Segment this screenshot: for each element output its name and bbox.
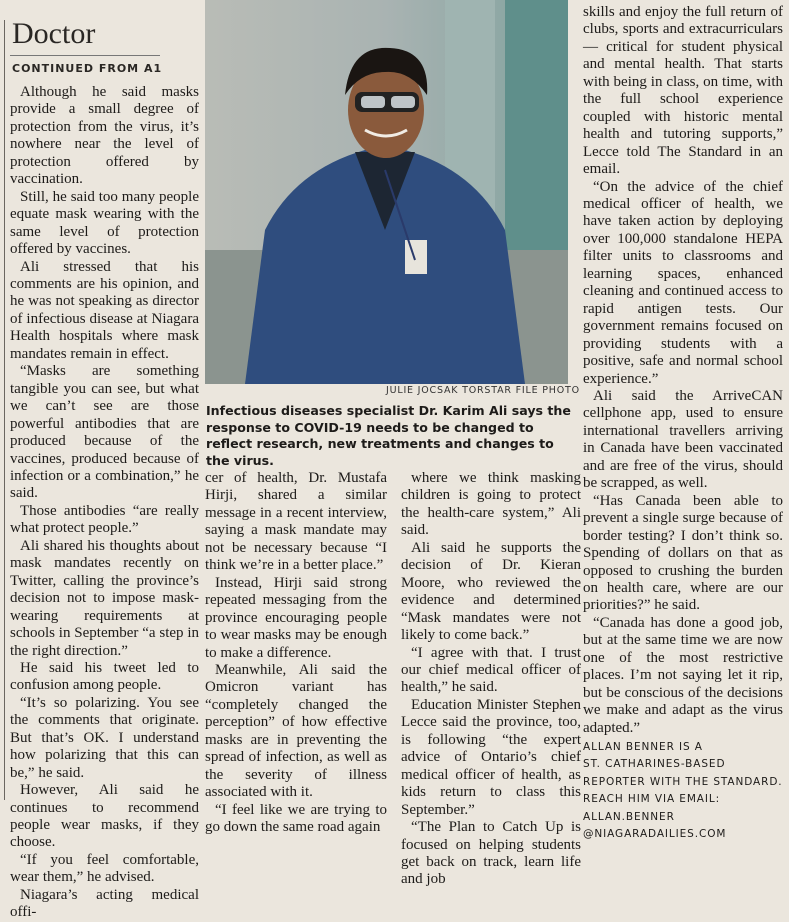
paragraph: cer of health, Dr. Mustafa Hirji, shared a similar message in a recent interview, saying a mask mandate may not be necessary because “I think we’re in a better place.” xyxy=(205,470,387,574)
photo-caption: Infectious diseases specialist Dr. Karim Ali says the response to COVID-19 needs to be changed to reflect research, new treatments and changes to the virus. xyxy=(206,403,571,468)
paragraph: However, Ali said he continues to recommend people wear masks, if they choose. xyxy=(10,782,199,851)
tagline-line: REACH HIM VIA EMAIL: xyxy=(583,793,721,806)
paragraph: Instead, Hirji said strong repeated messaging from the province encouraging people to wear masks may be enough to make a difference. xyxy=(205,574,387,661)
paragraph: Those antibodies “are really what protect people.” xyxy=(10,502,199,537)
paragraph: where we think masking children is going to protect the health-care system,” Ali said. xyxy=(401,470,581,539)
paragraph: He said his tweet led to confusion among people. xyxy=(10,659,199,694)
tagline-line: REPORTER WITH THE STANDARD. xyxy=(583,775,783,788)
headline: Doctor xyxy=(12,17,96,50)
paragraph: Ali said he supports the decision of Dr. Kieran Moore, who reviewed the evidence and determined “Mask mandates were not likely to come back.” xyxy=(401,539,581,644)
article-column-1 xyxy=(10,84,199,922)
paragraph: Education Minister Stephen Lecce said the province, too, is following “the expert advice of Ontario’s chief medical officer of health, as kids return to class this September.” xyxy=(401,696,581,818)
paragraph: Ali stressed that his comments are his opinion, and he was not speaking as director of infectious disease at Niagara Health hospitals where mask mandates remain in effect. xyxy=(10,258,199,362)
paragraph: “It’s so polarizing. You see the comments that originate. But that’s OK. I understand how polarizing that this can be,” he said. xyxy=(10,694,199,781)
headline-rule xyxy=(10,55,160,56)
article-photo xyxy=(205,0,568,384)
article-column-2 xyxy=(205,470,387,837)
article-column-4 xyxy=(583,4,783,843)
article-column-3 xyxy=(401,470,581,889)
paragraph: Although he said masks provide a small degree of protection from the virus, it’s nowhere near the level of protection offered by vaccination. xyxy=(10,84,199,188)
tagline-line: ALLAN BENNER IS A xyxy=(583,741,703,754)
paragraph: Ali shared his thoughts about mask mandates recently on Twitter, calling the province’s decision not to impose mask-wearing requirements at schools in September “a step in the right direction.” xyxy=(10,537,199,659)
continued-from-label: CONTINUED FROM A1 xyxy=(12,62,163,75)
paragraph: Niagara’s acting medical offi- xyxy=(10,886,199,921)
column-rule xyxy=(4,20,5,800)
paragraph: “Masks are something tangible you can see, but what we can’t see are those powerful antibodies that are produced because of the vaccines, produced because of infection or a combination,” he said. xyxy=(10,363,199,502)
paragraph: “The Plan to Catch Up is focused on helping students get back on track, learn life and job xyxy=(401,819,581,888)
paragraph: Ali said the ArriveCAN cellphone app, used to ensure international travellers arriving in Canada have been vaccinated and are free of the virus, should be scrapped, as well. xyxy=(583,387,783,492)
paragraph: “I feel like we are trying to go down the same road again xyxy=(205,801,387,836)
tagline-line: ALLAN.BENNER xyxy=(583,810,675,823)
photo-credit: JULIE JOCSAK TORSTAR FILE PHOTO xyxy=(386,385,580,396)
paragraph: “Has Canada been able to prevent a single surge because of border testing? I don’t think so. Spending of dollars on that as opposed to crushing the burden on health care, where are our priorities?” he said. xyxy=(583,492,783,614)
paragraph: Meanwhile, Ali said the Omicron variant has “completely changed the perception” of how effective masks are in preventing the spread of infection, as well as the severity of illness associated with it. xyxy=(205,661,387,801)
paragraph: “If you feel comfortable, wear them,” he advised. xyxy=(10,851,199,886)
paragraph: Still, he said too many people equate mask wearing with the same level of protection offered by vaccines. xyxy=(10,188,199,258)
author-tagline xyxy=(583,739,783,843)
tagline-line: @NIAGARADAILIES.COM xyxy=(583,828,727,841)
paragraph: “I agree with that. I trust our chief medical officer of health,” he said. xyxy=(401,644,581,696)
paragraph: “On the advice of the chief medical officer of health, we have taken action by deploying over 100,000 standalone HEPA filter units to classrooms and learning spaces, enhanced cleaning and continued access to rapid antigen tests. Our government remains focused on providing students with a positive, safe and normal school experience.” xyxy=(583,178,783,387)
tagline-line: ST. CATHARINES-BASED xyxy=(583,758,726,771)
paragraph: skills and enjoy the full return of clubs, sports and extracurriculars — critical for student physical and mental health. That starts with being in class, on time, with the full school experience coupled with historic mental health and tutoring supports,” Lecce told The Standard in an email. xyxy=(583,4,783,178)
paragraph: “Canada has done a good job, but at the same time we are now one of the most restrictive places. I’m not saying let it rip, but be conscious of the decisions we make and adapt as the virus adapted.” xyxy=(583,614,783,736)
